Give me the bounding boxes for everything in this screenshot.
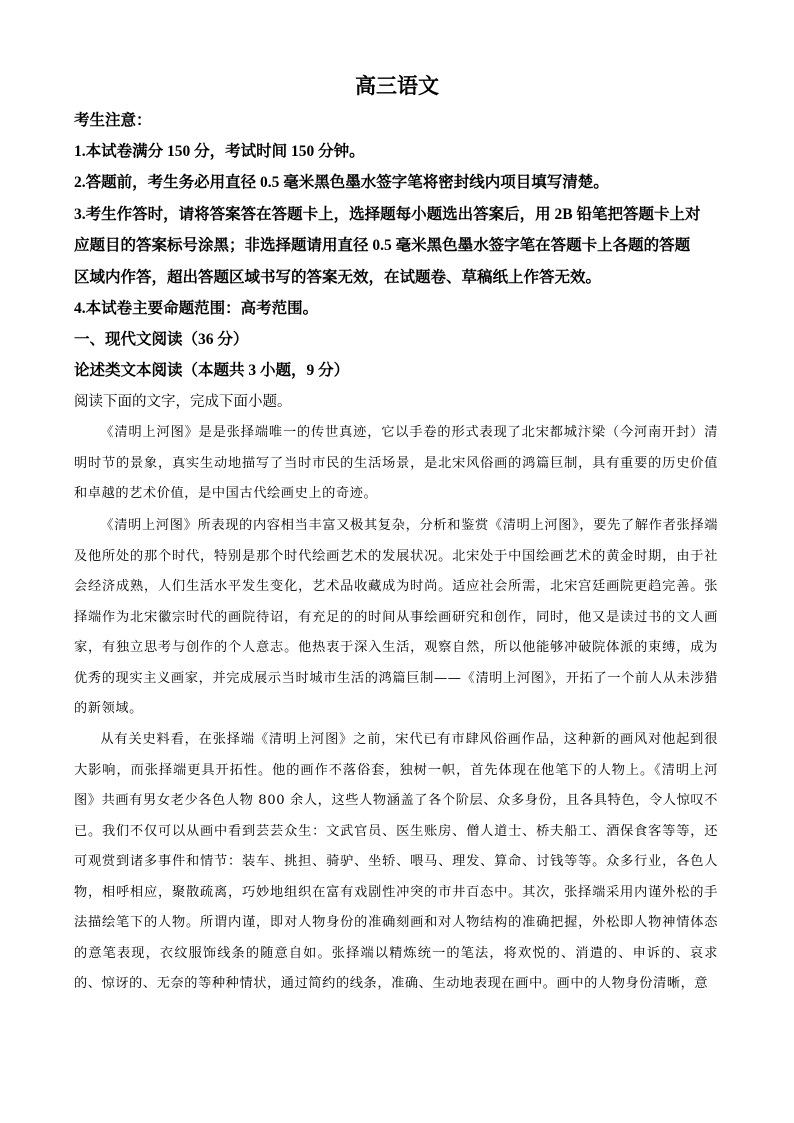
notice-item-3-line-3: 区域内作答，超出答题区域书写的答案无效，在试题卷、草稿纸上作答无效。 — [74, 269, 602, 286]
notice-item-3-line-2: 应题目的答案标号涂黑；非选择题请用直径 0.5 毫米黑色墨水签字笔在答题卡上各题的答题 — [74, 237, 691, 254]
passage-paragraph-3: 从有关史料看，在张择端《清明上河图》之前，宋代已有市肆风俗画作品，这种新的画风对他起到很大影响，而张择端更具开拓性。他的画作不落俗套，独树一帜，首先体现在他笔下的人物上。《清明上河图》共画有男女老少各色人物 800 余人，这些人物涵盖了各个阶层、众多身份，且各具特色，令人惊叹不已。我们不仅可以从画中看到芸芸众生：文武官员、医生账房、僧人道士、桥夫船工、酒保食客等等，还可观赏到诸多事件和情节：装车、挑担、骑驴、坐轿、喂马、理发、算命、讨钱等等。众多行业，各色人物，相呼相应，聚散疏离，巧妙地组织在富有戏剧性冲突的市井百态中。其次，张择端采用内谨外松的手法描绘笔下的人物。所谓内谨，即对人物身份的准确刻画和对人物结构的准确把握，外松即人物神情体态的意笔表现，衣纹服饰线条的随意自如。张择端以精炼统一的笔法，将欢悦的、消遣的、申诉的、哀求的、惊讶的、无奈的等种种情状，通过简约的线条，准确、生动地表现在画中。画中的人物身份清晰，意 — [74, 732, 718, 991]
notice-item-1: 1.本试卷满分 150 分，考试时间 150 分钟。 — [74, 143, 365, 160]
notice-item-2: 2.答题前，考生务必用直径 0.5 毫米黑色墨水签字笔将密封线内项目填写清楚。 — [74, 174, 609, 191]
passage-paragraph-1: 《清明上河图》是是张择端唯一的传世真迹，它以手卷的形式表现了北宋都城汴梁（今河南开封）清明时节的景象，真实生动地描写了当时市民的生活场景，是北宋风俗画的鸿篇巨制，具有重要的历史价值和卓越的艺术价值，是中国古代绘画史上的奇迹。 — [74, 425, 718, 501]
reading-instruction: 阅读下面的文字，完成下面小题。 — [74, 394, 292, 410]
section-subheading: 论述类文本阅读（本题共 3 小题，9 分） — [74, 362, 350, 379]
notice-item-3-line-1: 3.考生作答时，请将答案答在答题卡上，选择题每小题选出答案后，用 2B 铅笔把答题卡上对 — [74, 206, 701, 223]
notice-heading: 考生注意： — [74, 112, 152, 129]
page-title: 高三语文 — [355, 74, 439, 98]
section-heading: 一、现代文阅读（36 分） — [74, 331, 249, 348]
passage-paragraph-2: 《清明上河图》所表现的内容相当丰富又极其复杂，分析和鉴赏《清明上河图》，要先了解作者张择端及他所处的那个时代，特别是那个时代绘画艺术的发展状况。北宋处于中国绘画艺术的黄金时期，由于社会经济成熟，人们生活水平发生变化，艺术品收藏成为时尚。适应社会所需，北宋宫廷画院更趋完善。张择端作为北宋徽宗时代的画院待诏，有充足的的时间从事绘画研究和创作，同时，他又是读过书的文人画家，有独立思考与创作的个人意志。他热衷于深入生活，观察自然，所以他能够冲破院体派的束缚，成为优秀的现实主义画家，并完成展示当时城市生活的鸿篇巨制——《清明上河图》，开拓了一个前人从未涉猎的新领域。 — [74, 518, 718, 716]
notice-item-4: 4.本试卷主要命题范围：高考范围。 — [74, 300, 319, 317]
